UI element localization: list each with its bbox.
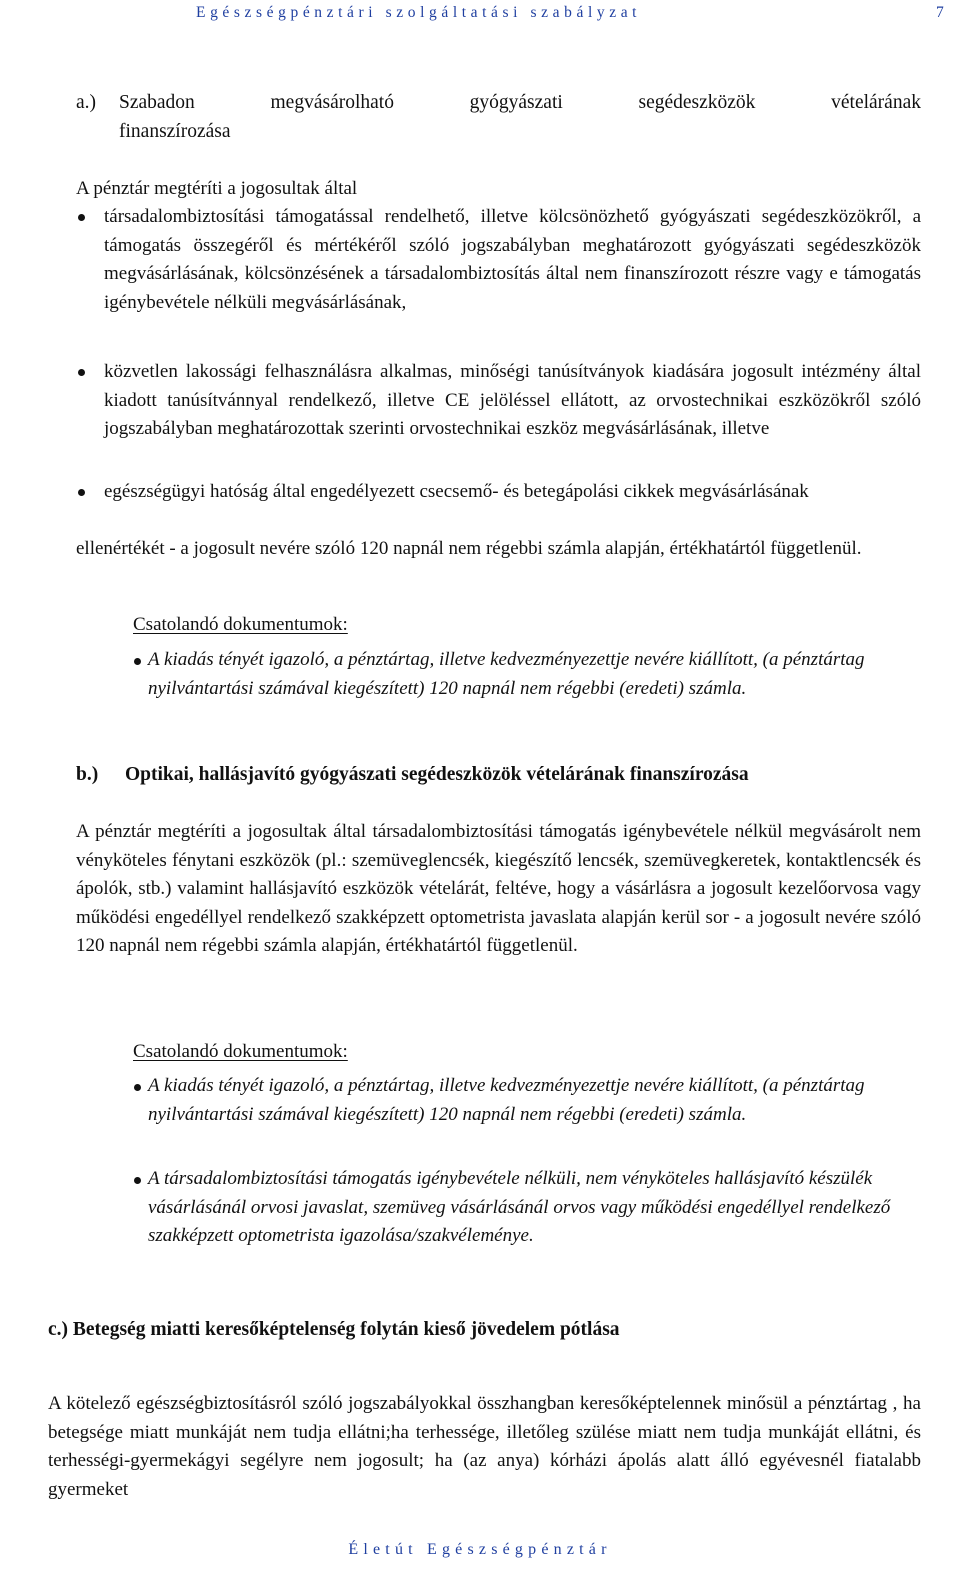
section-b-attachments-label: Csatolandó dokumentumok:: [133, 1041, 348, 1062]
page-number: 7: [936, 4, 944, 21]
bullet-dot: [134, 1084, 141, 1091]
section-c-title: c.) Betegség miatti keresőképtelenség folytán kieső jövedelem pótlása: [48, 1319, 620, 1340]
title-word: vételárának: [831, 92, 921, 113]
title-word: megvásárolható: [270, 92, 394, 113]
section-a-attachments-label: Csatolandó dokumentumok:: [133, 614, 348, 635]
bullet-dot: [78, 369, 85, 376]
section-b-body: A pénztár megtéríti a jogosultak által társadalombiztosítási támogatás igénybevétele nélkül megvásárolt nem vényköteles fénytani eszközök (pl.: szemüveglencsék, kiegészítő lencsék, szemüvegkeretek, kontaktlencsék és ápolók, stb.) valamint hallásjavító eszközök vételárát, feltéve, hogy a vásárlásra a jogosult kezelőorvosa vagy működési engedéllyel rendelkező szakképzett optometrista javaslata alapján kerül sor - a jogosult nevére szóló 120 napnál nem régebbi számla alapján, értékhatártól függetlenül.: [76, 821, 921, 957]
bullet-dot: [134, 1177, 141, 1184]
section-a-number: a.): [76, 92, 97, 113]
section-a-attachment: A kiadás tényét igazoló, a pénztártag, illetve kedvezményezettje nevére kiállított, (a pénztártag nyilvántartási számával kiegészített) 120 napnál nem régebbi (eredeti) számla.: [148, 649, 865, 699]
section-a-bullet: közvetlen lakossági felhasználásra alkalmas, minőségi tanúsítványok kiadására jogosult intézmény által kiadott tanúsítvánnyal rendelkező, illetve CE jelöléssel ellátott, az orvostechnikai eszközökről szóló jogszabályban meghatározottak szerinti orvostechnikai eszköz megvásárlásának, illetve: [104, 361, 921, 440]
section-b-number: b.): [76, 764, 99, 785]
section-b-attachment: A társadalombiztosítási támogatás igénybevétele nélküli, nem vényköteles hallásjavító készülék vásárlásánál orvosi javaslat, szemüveg vásárlásánál orvos vagy működési engedéllyel rendelkező szakképzett optometrista igazolása/szakvéleménye.: [148, 1168, 891, 1247]
title-word: gyógyászati: [469, 92, 563, 113]
section-b-title: Optikai, hallásjavító gyógyászati segédeszközök vételárának finanszírozása: [125, 764, 749, 785]
section-a-intro: A pénztár megtéríti a jogosultak által: [76, 178, 358, 199]
title-word: Szabadon: [119, 92, 195, 113]
section-c-body: A kötelező egészségbiztosításról szóló jogszabályokkal összhangban keresőképtelennek minősül a pénztártag , ha betegsége miatt munkáját nem tudja ellátni;ha terhessége, illetőleg szülése miatt nem tudja munkáját ellátni, és terhességi-gyermekágyi segélyre nem jogosult; ha (az anya) kórházi ápolás alatt álló egyévesnél fiatalabb gyermeket: [48, 1393, 921, 1500]
bullet-dot: [134, 658, 141, 665]
section-b-attachment: A kiadás tényét igazoló, a pénztártag, illetve kedvezményezettje nevére kiállított, (a pénztártag nyilvántartási számával kiegészített) 120 napnál nem régebbi (eredeti) számla.: [148, 1075, 865, 1125]
bullet-dot: [78, 489, 85, 496]
section-a-title-line1: [119, 89, 921, 118]
bullet-dot: [78, 214, 85, 221]
section-a-bullet: egészségügyi hatóság által engedélyezett csecsemő- és betegápolási cikkek megvásárlásának: [104, 481, 809, 502]
running-footer: Életút Egészségpénztár: [348, 1541, 612, 1558]
title-word: segédeszközök: [638, 92, 756, 113]
section-a-title-line2: finanszírozása: [119, 121, 231, 142]
section-a-closing: ellenértékét - a jogosult nevére szóló 120 napnál nem régebbi számla alapján, értékhatártól függetlenül.: [76, 538, 862, 559]
section-a-bullet: társadalombiztosítási támogatással rendelhető, illetve kölcsönözhető gyógyászati segédeszközökről, a támogatás összegéről és mértékéről szóló jogszabályban meghatározott gyógyászati segédeszközök megvásárlásának, kölcsönzésének a társadalombiztosítás által nem finanszírozott részre vagy e támogatás igénybevétele nélküli megvásárlásának,: [104, 206, 921, 313]
running-header: [196, 4, 956, 22]
header-title: Egészségpénztári szolgáltatási szabályzat: [196, 4, 642, 21]
